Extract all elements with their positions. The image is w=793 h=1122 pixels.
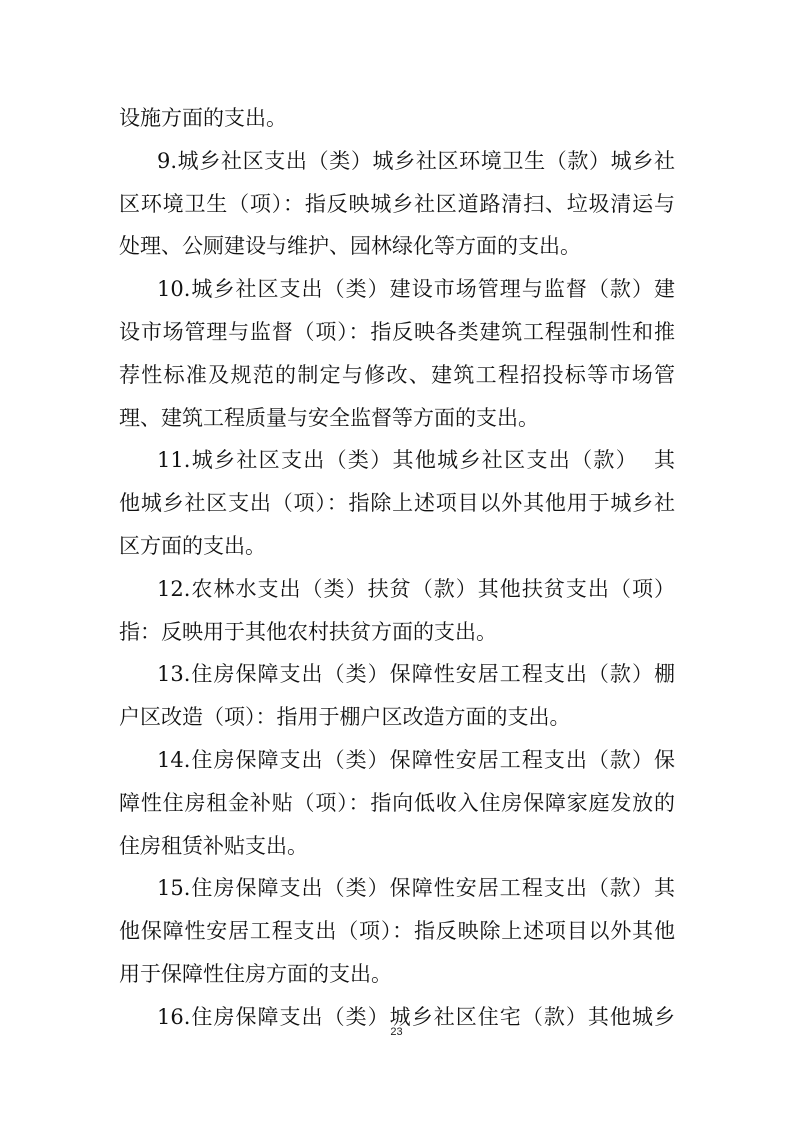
- text-line: 设施方面的支出。: [119, 106, 287, 130]
- text-line: 指：反映用于其他农村扶贫方面的支出。: [119, 619, 497, 644]
- paragraph: [119, 140, 675, 268]
- text-line: 他保障性安居工程支出（项）：指反映除上述项目以外其他: [119, 919, 675, 944]
- paragraph: [119, 867, 675, 995]
- text-line: 14.住房保障支出（类）保障性安居工程支出（款）保: [157, 747, 675, 772]
- text-line: 9.城乡社区支出（类）城乡社区环境卫生（款）城乡社: [157, 148, 675, 173]
- text-line: 理、建筑工程质量与安全监督等方面的支出。: [119, 405, 539, 430]
- text-line: 15.住房保障支出（类）保障性安居工程支出（款）其: [157, 876, 675, 901]
- text-line: 他城乡社区支出（项）：指除上述项目以外其他用于城乡社: [119, 491, 675, 516]
- text-line: 12.农林水支出（类）扶贫（款）其他扶贫支出（项）: [157, 576, 675, 601]
- paragraph: [119, 97, 675, 140]
- page-number: 23: [390, 1026, 403, 1038]
- text-line: 区方面的支出。: [119, 533, 266, 558]
- text-line: 用于保障性住房方面的支出。: [119, 961, 392, 986]
- text-line: 设市场管理与监督（项）：指反映各类建筑工程强制性和推: [119, 319, 675, 344]
- text-line: 10.城乡社区支出（类）建设市场管理与监督（款）建: [157, 277, 675, 302]
- text-line: 障性住房租金补贴（项）：指向低收入住房保障家庭发放的: [119, 790, 675, 815]
- text-line: 处理、公厕建设与维护、园林绿化等方面的支出。: [119, 234, 581, 259]
- text-line: 13.住房保障支出（类）保障性安居工程支出（款）棚: [157, 662, 675, 687]
- text-line: 荐性标准及规范的制定与修改、建筑工程招投标等市场管: [119, 362, 675, 387]
- paragraph: [119, 268, 675, 439]
- text-line: 16.住房保障支出（类）城乡社区住宅（款）其他城乡: [157, 1004, 675, 1029]
- paragraph: [119, 439, 675, 567]
- text-line: 户区改造（项）：指用于棚户区改造方面的支出。: [119, 705, 571, 730]
- paragraph: [119, 739, 675, 867]
- text-line: 住房租赁补贴支出。: [119, 833, 308, 858]
- text-line: 11.城乡社区支出（类）其他城乡社区支出（款） 其: [157, 448, 675, 473]
- paragraph: [119, 653, 675, 739]
- paragraph: [119, 568, 675, 654]
- document-body: [119, 97, 675, 1039]
- text-line: 区环境卫生（项）：指反映城乡社区道路清扫、垃圾清运与: [119, 191, 675, 216]
